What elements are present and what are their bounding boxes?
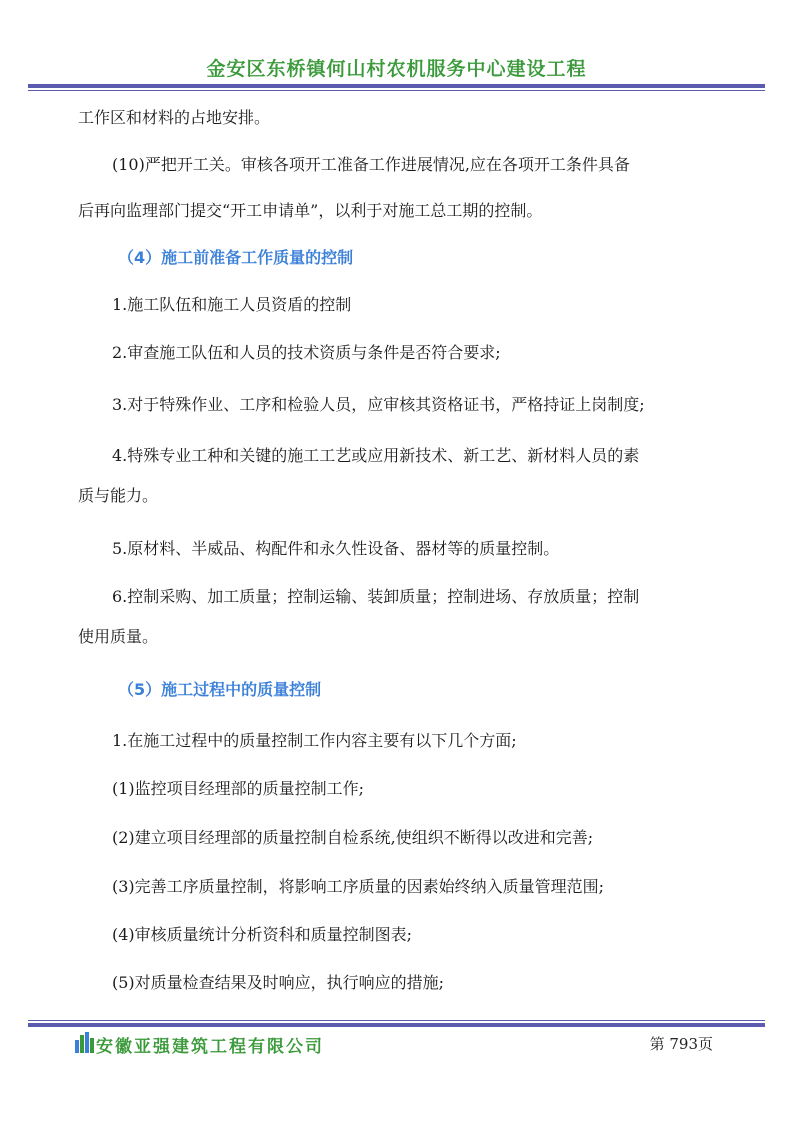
header-rule-thick — [28, 84, 765, 88]
header-rule-thin — [28, 90, 765, 91]
company-logo-icon — [74, 1031, 96, 1053]
footer-rule-thin — [28, 1020, 765, 1021]
body-line: 1.在施工过程中的质量控制工作内容主要有以下几个方面; — [112, 731, 517, 750]
page-header-title: 金安区东桥镇何山村农机服务中心建设工程 — [206, 58, 587, 80]
section-heading-5: （5）施工过程中的质量控制 — [118, 680, 322, 699]
body-line: 3.对于特殊作业、工序和检验人员，应审核其资格证书，严格持证上岗制度; — [112, 395, 645, 414]
body-line: (5)对质量检查结果及时响应，执行响应的措施; — [112, 973, 445, 992]
body-line: (10)严把开工关。审核各项开工准备工作进展情况,应在各项开工条件具备 — [112, 155, 630, 174]
body-line: (4)审核质量统计分析资科和质量控制图表; — [112, 925, 413, 944]
body-line: 后再向监理部门提交“开工申请单”，以利于对施工总工期的控制。 — [78, 201, 543, 220]
body-line: 5.原材料、半威品、构配件和永久性设备、器材等的质量控制。 — [112, 539, 560, 558]
section-heading-4: （4）施工前准备工作质量的控制 — [118, 248, 354, 267]
footer-company-name: 安徽亚强建筑工程有限公司 — [96, 1037, 324, 1057]
body-line: (3)完善工序质量控制，将影响工序质量的因素始终纳入质量管理范围; — [112, 877, 605, 896]
body-line: (2)建立项目经理部的质量控制自检系统,使组织不断得以改进和完善; — [112, 828, 594, 847]
body-line: 6.控制采购、加工质量；控制运输、装卸质量；控制进场、存放质量；控制 — [112, 587, 640, 606]
body-line: 2.审查施工队伍和人员的技术资质与条件是否符合要求; — [112, 343, 501, 362]
page-number: 第 793页 — [649, 1035, 713, 1053]
body-line: 4.特殊专业工种和关键的施工工艺或应用新技术、新工艺、新材料人员的素 — [112, 446, 640, 465]
body-line: 工作区和材料的占地安排。 — [78, 108, 271, 127]
body-line: (1)监控项目经理部的质量控制工作; — [112, 779, 365, 798]
body-line: 质与能力。 — [78, 486, 159, 505]
body-line: 1.施工队伍和施工人员资盾的控制 — [112, 295, 352, 314]
footer-rule-thick — [28, 1023, 765, 1027]
body-line: 使用质量。 — [78, 627, 159, 646]
